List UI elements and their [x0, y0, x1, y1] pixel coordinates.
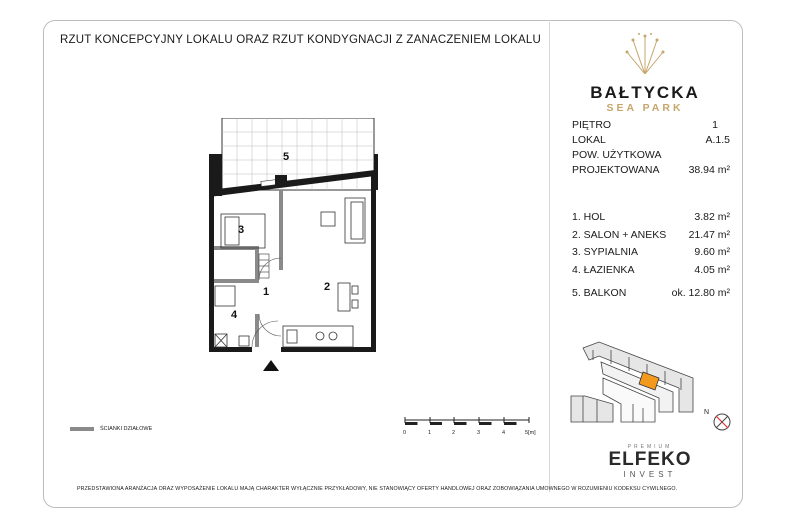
partition-swatch: [70, 427, 94, 431]
area-value: 38.94 m²: [688, 164, 730, 176]
developer-premium: PREMIUM: [627, 444, 673, 450]
balcony-area: ok. 12.80 m²: [671, 287, 730, 299]
developer-logo: [600, 444, 700, 479]
disclaimer: PRZEDSTAWIONA ARANŻACJA ORAZ WYPOSAŻENIE LOKALU MAJĄ CHARAKTER WYŁĄCZNIE PRZYKŁADOWY, NIE STANOWIĄCY OFERTY HANDLOWEJ ORAZ ZOBOWIĄZANIA UMOWNEGO W ROZUMIENIU KODEKSU CYWILNEGO.: [77, 486, 678, 492]
balcony-area: [222, 118, 374, 190]
room-label-4: 4: [231, 309, 238, 321]
room-name: 3. SYPIALNIA: [572, 246, 638, 258]
floor-label: PIĘTRO: [572, 119, 612, 131]
entrance-gap: [252, 347, 281, 352]
floor-row: [572, 118, 730, 133]
list-item: [572, 244, 730, 262]
balcony-row: [572, 286, 730, 301]
area-row-1: [572, 148, 730, 163]
reed-emblem-icon: [625, 30, 665, 74]
scale-tick: 2: [452, 430, 456, 436]
room-label-5: 5: [283, 151, 290, 163]
dining-table: [338, 283, 358, 311]
area-label-2: PROJEKTOWANA: [572, 164, 660, 176]
scale-bar: [402, 414, 542, 444]
compass-icon: [704, 406, 734, 432]
room-name: 1. HOL: [572, 211, 606, 223]
brand-logo: [585, 30, 705, 114]
logo-subtitle: SEA PARK: [606, 102, 684, 114]
room-label-2: 2: [324, 281, 331, 293]
room-area: 3.82 m²: [694, 211, 730, 223]
balcony-label: 5. BALKON: [572, 287, 627, 299]
column: [275, 175, 287, 187]
unit-info: [572, 118, 730, 178]
logo-wordmark: BAŁTYCKA: [590, 83, 700, 102]
exterior-wall-right: [371, 173, 376, 352]
floor-plan: [195, 118, 395, 373]
room-name: 2. SALON + ANEKS: [572, 228, 667, 241]
kitchen-unit: [283, 326, 353, 347]
room-area: 4.05 m²: [694, 263, 730, 276]
sofa: [345, 198, 365, 243]
area-row-2: [572, 163, 730, 178]
unit-label: LOKAL: [572, 134, 606, 146]
room-list: [572, 209, 730, 279]
exterior-wall-left: [209, 190, 214, 352]
list-item: [572, 227, 730, 245]
legend-label: ŚCIANKI DZIAŁOWE: [100, 426, 153, 432]
list-item: [572, 262, 730, 280]
scale-tick: 4: [502, 430, 506, 436]
area-label-1: POW. UŻYTKOWA: [572, 149, 662, 161]
page-title: RZUT KONCEPCYJNY LOKALU ORAZ RZUT KONDYGNACJI Z ZANACZENIEM LOKALU: [60, 34, 541, 46]
svg-text:N: N: [704, 409, 710, 416]
key-plan: [563, 338, 713, 436]
unit-value: A.1.5: [705, 134, 730, 146]
scale-tick: 0: [403, 430, 407, 436]
room-label-3: 3: [238, 224, 245, 236]
room-name: 4. ŁAZIENKA: [572, 263, 635, 276]
developer-invest: INVEST: [623, 470, 677, 479]
room-label-1: 1: [263, 286, 270, 298]
coffee-table: [321, 212, 335, 226]
exterior-wall-bottom: [209, 347, 376, 352]
scale-tick: 3: [477, 430, 481, 436]
legend: [70, 426, 152, 432]
scale-tick: 5[m]: [525, 430, 536, 436]
floor-value: 1: [712, 119, 718, 131]
panel-divider: [549, 22, 550, 492]
partition-walls: [214, 190, 283, 347]
scale-tick: 1: [428, 430, 432, 436]
unit-row: [572, 133, 730, 148]
developer-brand: ELFEKO: [608, 449, 692, 470]
room-area: 21.47 m²: [688, 228, 730, 241]
list-item: [572, 209, 730, 227]
entrance-marker: [263, 360, 279, 371]
room-area: 9.60 m²: [694, 246, 730, 258]
